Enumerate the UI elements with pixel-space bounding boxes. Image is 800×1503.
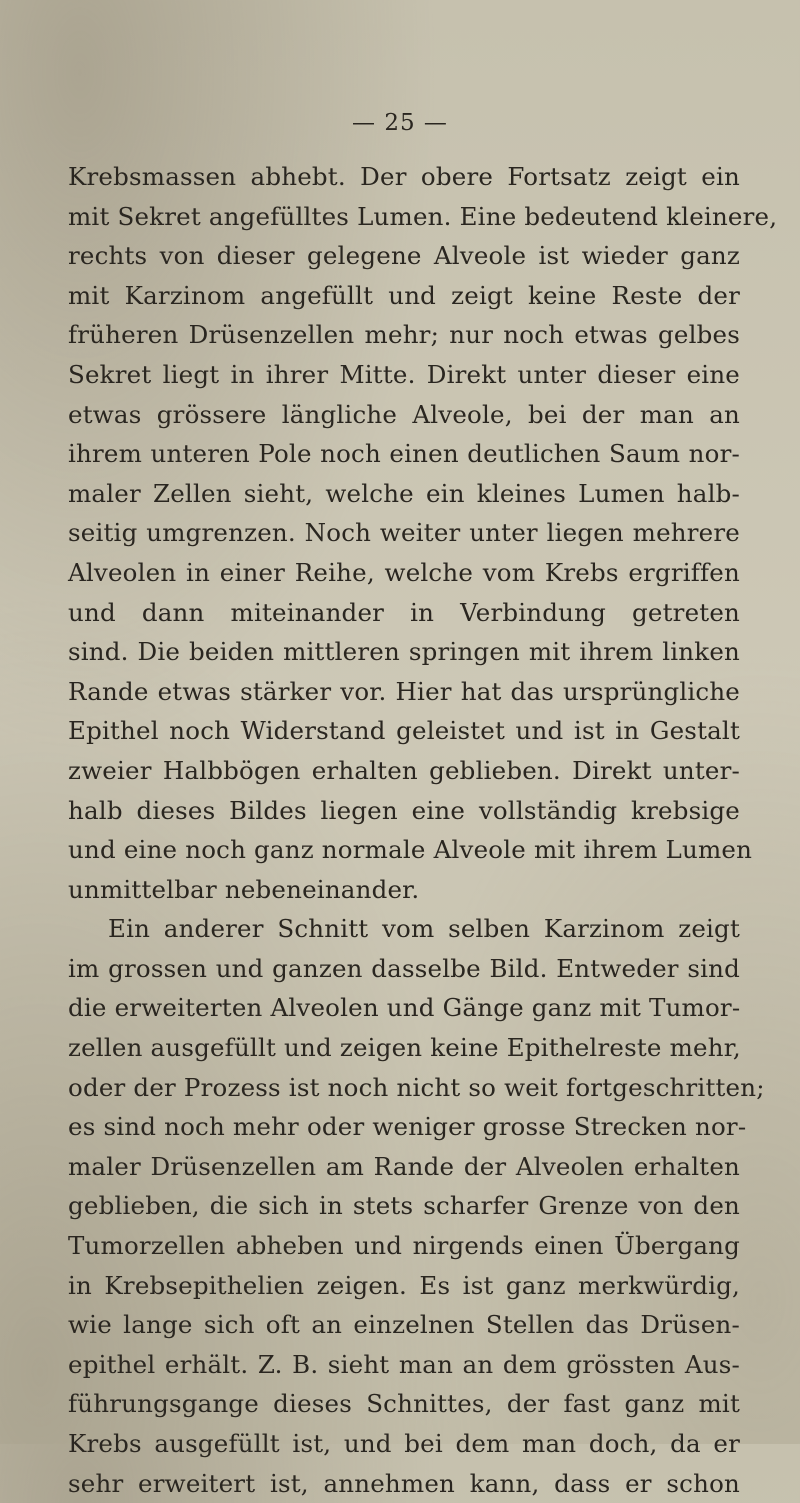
text-line: zweier Halbbögen erhalten geblieben. Direkt unter- <box>68 755 740 785</box>
text-line: etwas grössere längliche Alveole, bei der man an <box>68 399 740 429</box>
text-line: mit Sekret angefülltes Lumen. Eine bedeutend kleinere, <box>68 201 778 231</box>
text-line: Alveolen in einer Reihe, welche vom Krebs ergriffen <box>68 557 740 587</box>
page-number: — 25 — <box>352 110 448 136</box>
text-line: mit Karzinom angefüllt und zeigt keine Reste der <box>68 280 740 310</box>
text-line: führungsgange dieses Schnittes, der fast ganz mit <box>68 1389 740 1419</box>
text-line: geblieben, die sich in stets scharfer Grenze von den <box>68 1191 740 1221</box>
text-line: Epithel noch Widerstand geleistet und ist in Gestalt <box>68 716 740 746</box>
text-line: wie lange sich oft an einzelnen Stellen das Drüsen- <box>68 1310 740 1340</box>
text-line: Rande etwas stärker vor. Hier hat das ursprüngliche <box>68 676 740 706</box>
text-line: Sekret liegt in ihrer Mitte. Direkt unter dieser eine <box>68 359 740 389</box>
text-line: epithel erhält. Z. B. sieht man an dem grössten Aus- <box>68 1349 740 1379</box>
text-line: in Krebsepithelien zeigen. Es ist ganz merkwürdig, <box>68 1270 740 1300</box>
text-line: Krebsmassen abhebt. Der obere Fortsatz zeigt ein <box>68 162 740 191</box>
text-line: sind. Die beiden mittleren springen mit ihrem linken <box>68 637 740 667</box>
body-text <box>68 157 778 1503</box>
text-line: oder der Prozess ist noch nicht so weit fortgeschritten; <box>68 1072 765 1102</box>
text-line: im grossen und ganzen dasselbe Bild. Entweder sind <box>68 953 740 983</box>
text-line: maler Drüsenzellen am Rande der Alveolen erhalten <box>68 1151 740 1181</box>
paragraph <box>68 157 778 909</box>
text-line: rechts von dieser gelegene Alveole ist wieder ganz <box>68 241 740 271</box>
paragraph <box>68 909 765 1503</box>
text-line: halb dieses Bildes liegen eine vollständig krebsige <box>68 795 740 825</box>
text-line: und dann miteinander in Verbindung getreten <box>68 597 740 627</box>
text-line: es sind noch mehr oder weniger grosse Strecken nor- <box>68 1112 747 1142</box>
text-line: Tumorzellen abheben und nirgends einen Übergang <box>68 1231 740 1261</box>
text-line: unmittelbar nebeneinander. <box>68 874 420 904</box>
text-line: die erweiterten Alveolen und Gänge ganz mit Tumor- <box>68 993 741 1023</box>
text-line: und eine noch ganz normale Alveole mit ihrem Lumen <box>68 835 753 865</box>
text-line: Ein anderer Schnitt vom selben Karzinom zeigt <box>108 914 740 944</box>
text-line: früheren Drüsenzellen mehr; nur noch etwas gelbes <box>68 320 740 350</box>
text-line: ihrem unteren Pole noch einen deutlichen Saum nor- <box>68 439 740 469</box>
text-line: maler Zellen sieht, welche ein kleines Lumen halb- <box>68 478 740 508</box>
text-line: zellen ausgefüllt und zeigen keine Epithelreste mehr, <box>68 1033 741 1063</box>
text-line: seitig umgrenzen. Noch weiter unter liegen mehrere <box>68 518 740 548</box>
text-line: sehr erweitert ist, annehmen kann, dass er schon <box>68 1468 740 1498</box>
text-line: Krebs ausgefüllt ist, und bei dem man doch, da er <box>68 1429 740 1458</box>
